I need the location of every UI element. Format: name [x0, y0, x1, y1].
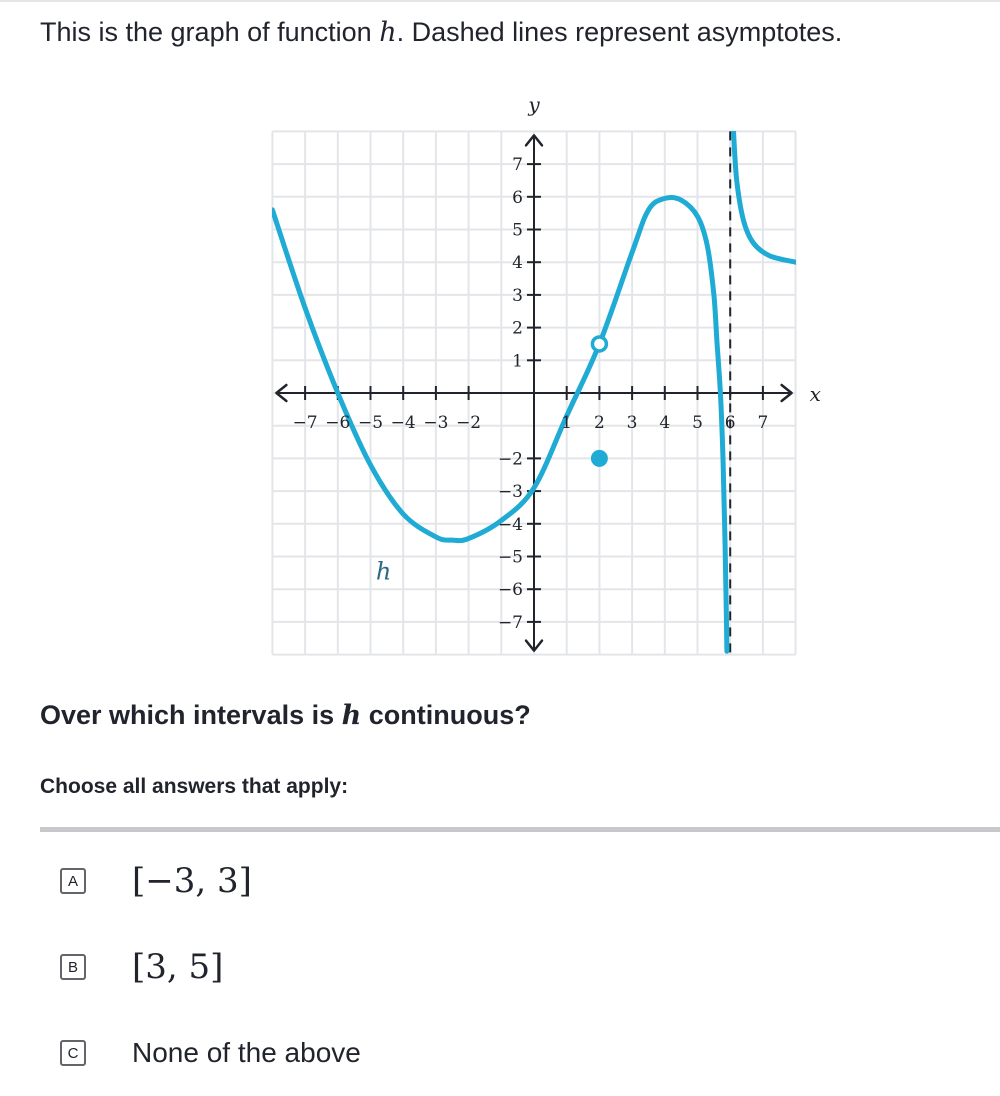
y-tick-label: 5	[512, 220, 523, 241]
x-tick-label: 1	[561, 413, 573, 433]
choice-letter-c[interactable]: C	[60, 1040, 86, 1066]
tick-labels	[293, 92, 821, 633]
y-tick-label: 7	[512, 155, 523, 176]
y-tick-label: 1	[512, 351, 523, 372]
prompt-function-name: h	[379, 17, 397, 48]
choice-letter-b[interactable]: B	[60, 954, 86, 980]
closed-point	[591, 450, 608, 467]
y-tick-label: 4	[512, 253, 523, 274]
choices-divider	[40, 827, 1000, 832]
open-point	[592, 337, 606, 351]
y-tick-label: −2	[497, 449, 523, 470]
instructions: Choose all answers that apply:	[40, 775, 349, 798]
choice-letter-a[interactable]: A	[60, 868, 86, 894]
x-tick-label: −6	[325, 413, 351, 433]
y-tick-label: 2	[512, 318, 523, 339]
choice-text-c[interactable]: None of the above	[132, 1037, 361, 1068]
y-axis-label: y	[528, 92, 540, 117]
x-tick-label: 2	[593, 413, 605, 433]
y-tick-label: −7	[497, 612, 523, 633]
x-tick-label: 4	[659, 413, 671, 433]
curve-label: h	[375, 557, 392, 586]
x-tick-label: −5	[357, 413, 384, 433]
question-text-before: Over which intervals is	[40, 700, 342, 730]
x-tick-label: −7	[292, 413, 318, 433]
question-function-name: h	[341, 700, 362, 731]
y-tick-label: −4	[497, 514, 523, 535]
y-tick-label: −3	[497, 482, 523, 503]
x-tick-label: −4	[390, 413, 416, 433]
axes	[276, 135, 791, 650]
choice-a[interactable]	[60, 838, 960, 924]
x-tick-label: 3	[626, 413, 638, 433]
choice-b[interactable]	[60, 924, 960, 1010]
y-tick-label: 6	[512, 187, 523, 208]
prompt-text-after: . Dashed lines represent asymptotes.	[396, 17, 843, 47]
y-tick-label: −6	[497, 580, 523, 601]
y-tick-label: 3	[512, 285, 523, 306]
question	[40, 695, 531, 736]
choice-c[interactable]	[60, 1010, 960, 1096]
prompt-text-before: This is the graph of function	[40, 17, 380, 47]
choice-text-a[interactable]: [−3, 3]	[132, 861, 252, 901]
x-tick-label: 7	[757, 413, 769, 433]
question-text-after: continuous?	[361, 700, 531, 730]
answer-choices	[60, 838, 960, 1096]
x-tick-label: 5	[692, 413, 703, 433]
x-tick-label: −3	[423, 413, 449, 433]
choice-text-b[interactable]: [3, 5]	[132, 947, 224, 987]
x-axis-label: x	[809, 382, 821, 406]
y-tick-label: −5	[497, 547, 523, 568]
x-tick-label: 6	[724, 413, 736, 433]
x-tick-label: −2	[456, 413, 482, 433]
